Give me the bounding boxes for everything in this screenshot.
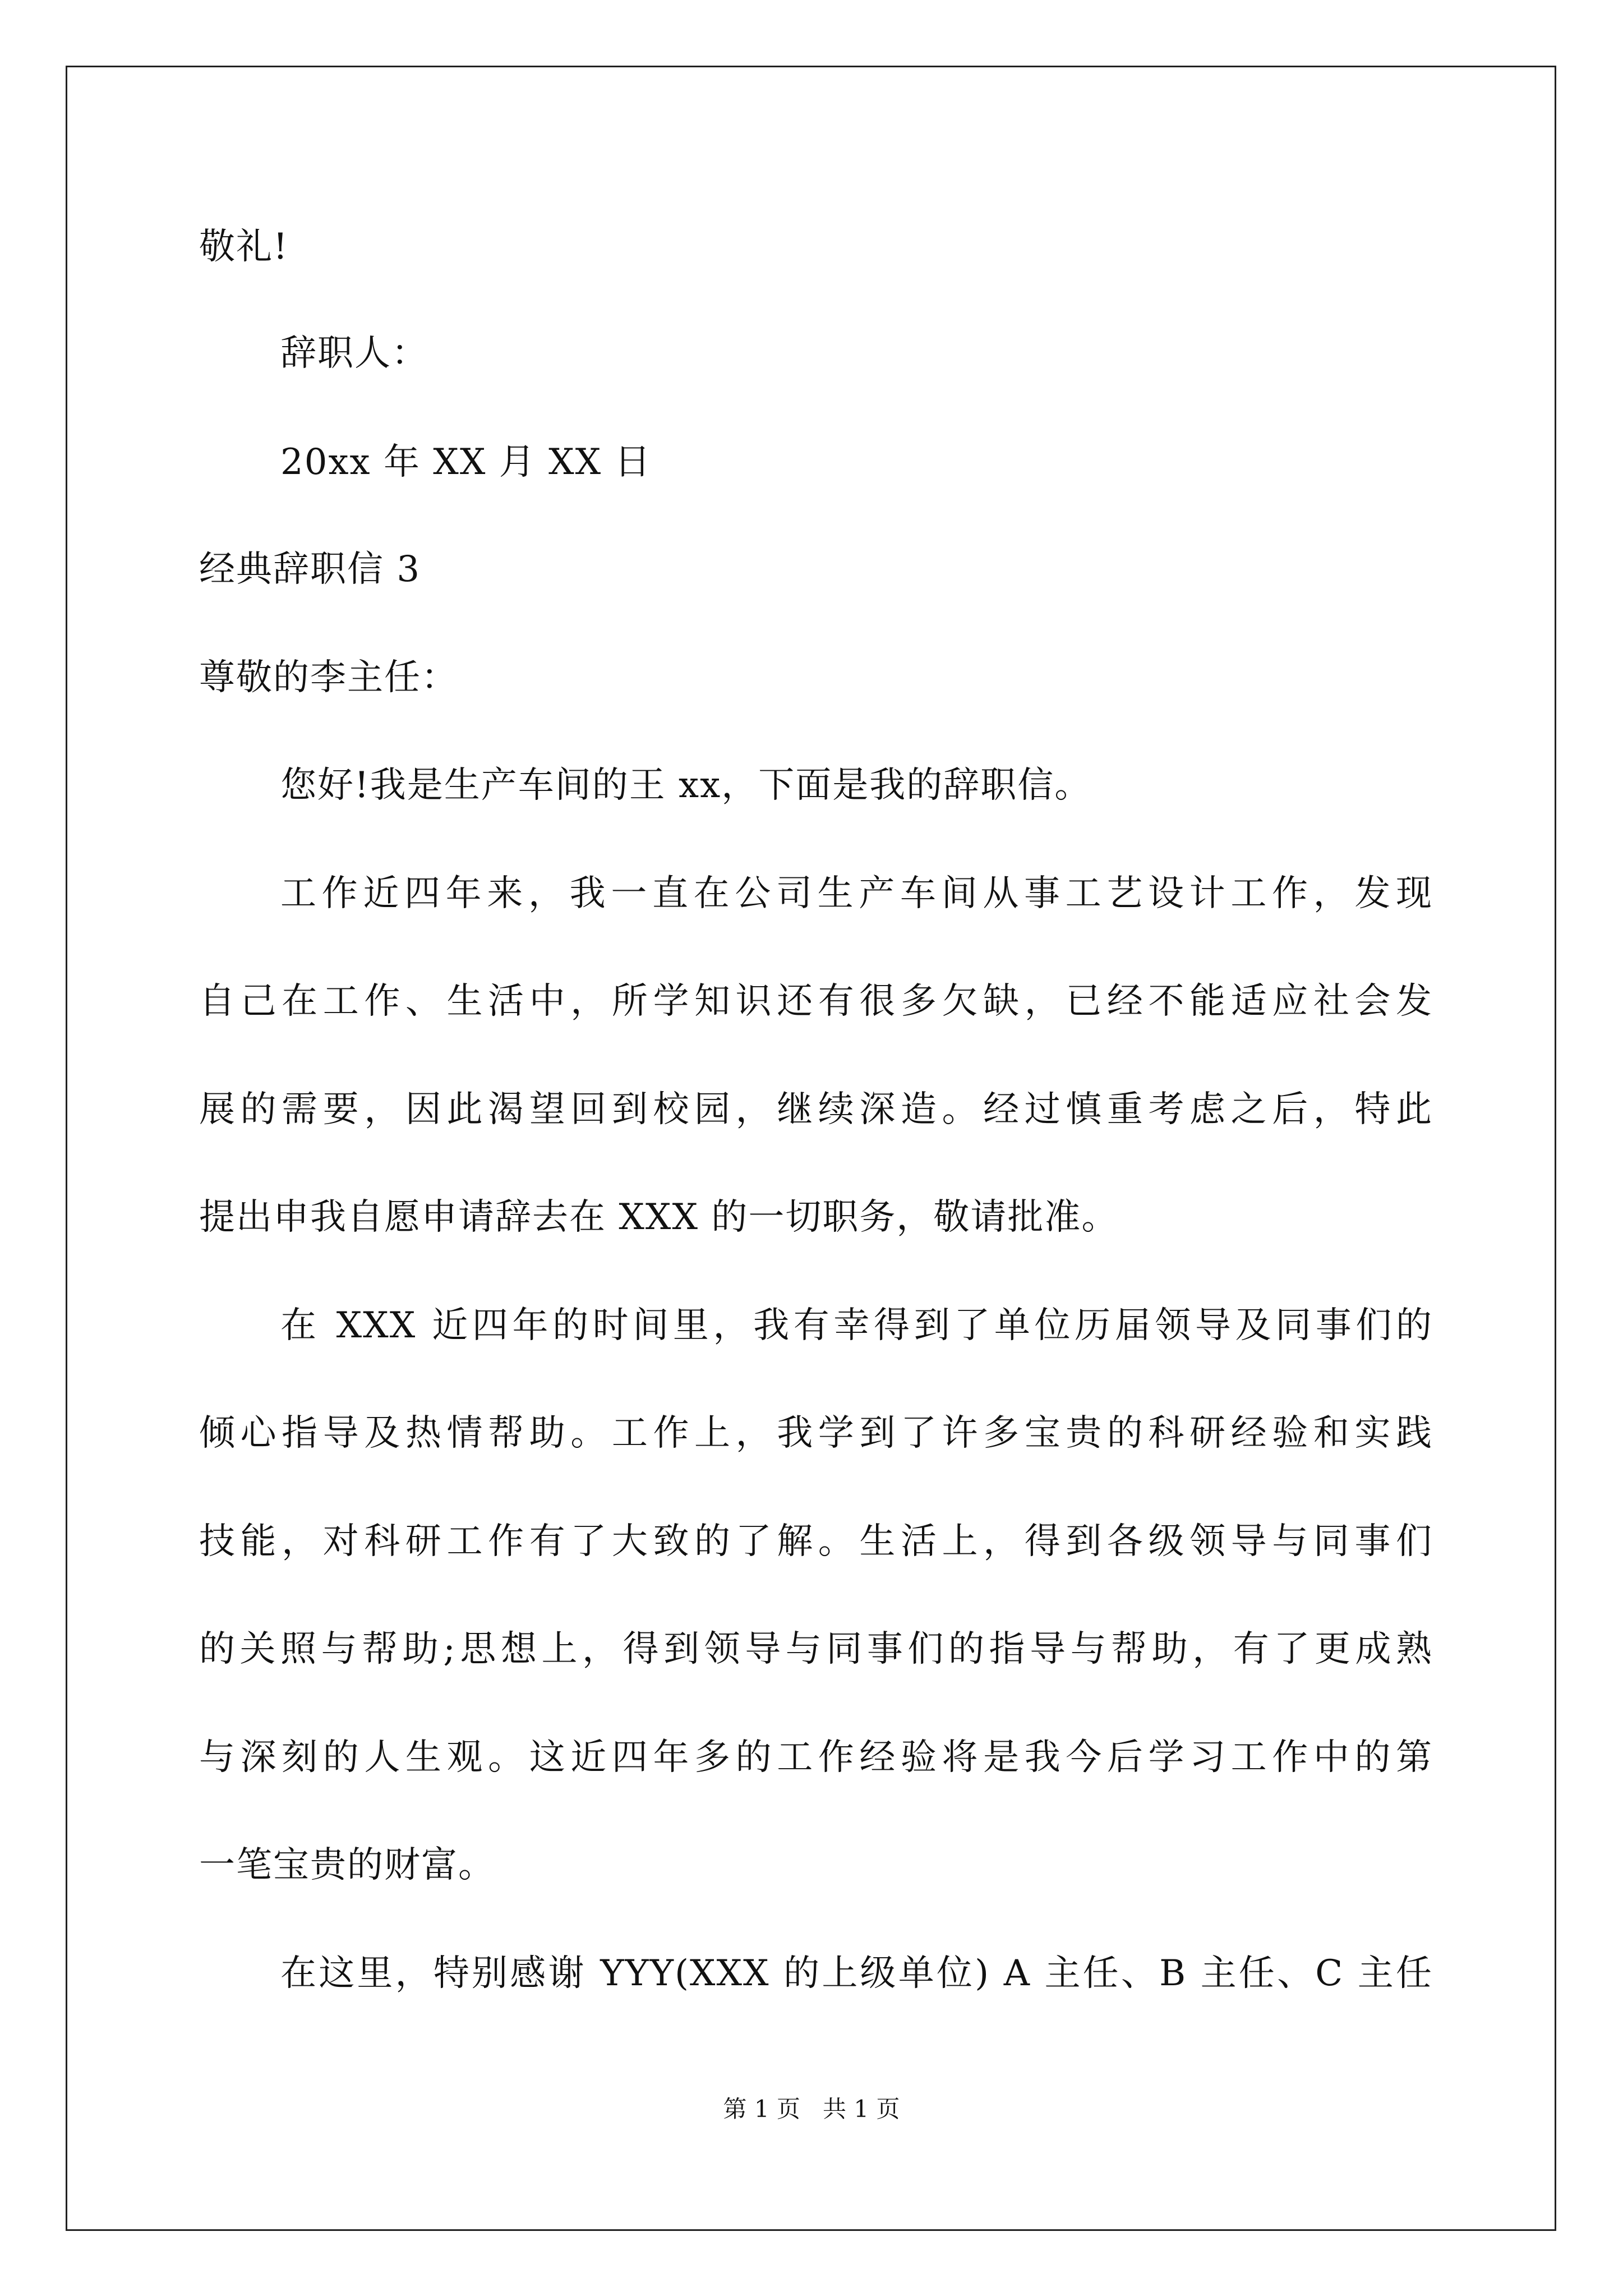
page-number-footer: 第 1 页 共 1 页 (723, 2095, 900, 2123)
document-body (199, 0, 1433, 2296)
paragraph-line: 的关照与帮助;思想上，得到领导与同事们的指导与帮助，有了更成熟 (199, 1628, 1433, 1670)
paragraph-line: 在 XXX 近四年的时间里，我有幸得到了单位历届领导及同事们的 (280, 1305, 1433, 1346)
paragraph-line: 工作近四年来，我一直在公司生产车间从事工艺设计工作，发现 (280, 873, 1433, 914)
letter-greeting: 尊敬的李主任： (199, 657, 458, 698)
paragraph-line: 一笔宝贵的财富。 (199, 1844, 495, 1886)
paragraph-line: 您好!我是生产车间的王 xx，下面是我的辞职信。 (280, 765, 1092, 806)
paragraph-line: 提出申我自愿申请辞去在 XXX 的一切职务，敬请批准。 (199, 1197, 1119, 1238)
paragraph-line: 与深刻的人生观。这近四年多的工作经验将是我今后学习工作中的第 (199, 1737, 1433, 1778)
signature-label: 辞职人： (280, 333, 428, 374)
paragraph-line: 倾心指导及热情帮助。工作上，我学到了许多宝贵的科研经验和实践 (199, 1412, 1433, 1454)
paragraph-line: 在这里，特别感谢 YYY(XXX 的上级单位) A 主任、B 主任、C 主任 (280, 1953, 1433, 1994)
paragraph-line: 技能，对科研工作有了大致的了解。生活上，得到各级领导与同事们 (199, 1521, 1433, 1562)
paragraph-line: 自己在工作、生活中，所学知识还有很多欠缺，已经不能适应社会发 (199, 981, 1433, 1022)
section-heading: 经典辞职信 3 (199, 549, 421, 590)
paragraph-line: 展的需要，因此渴望回到校园，继续深造。经过慎重考虑之后，特此 (199, 1089, 1433, 1130)
date-line: 20xx 年 XX 月 XX 日 (280, 441, 652, 483)
closing-salutation: 敬礼! (199, 226, 289, 268)
